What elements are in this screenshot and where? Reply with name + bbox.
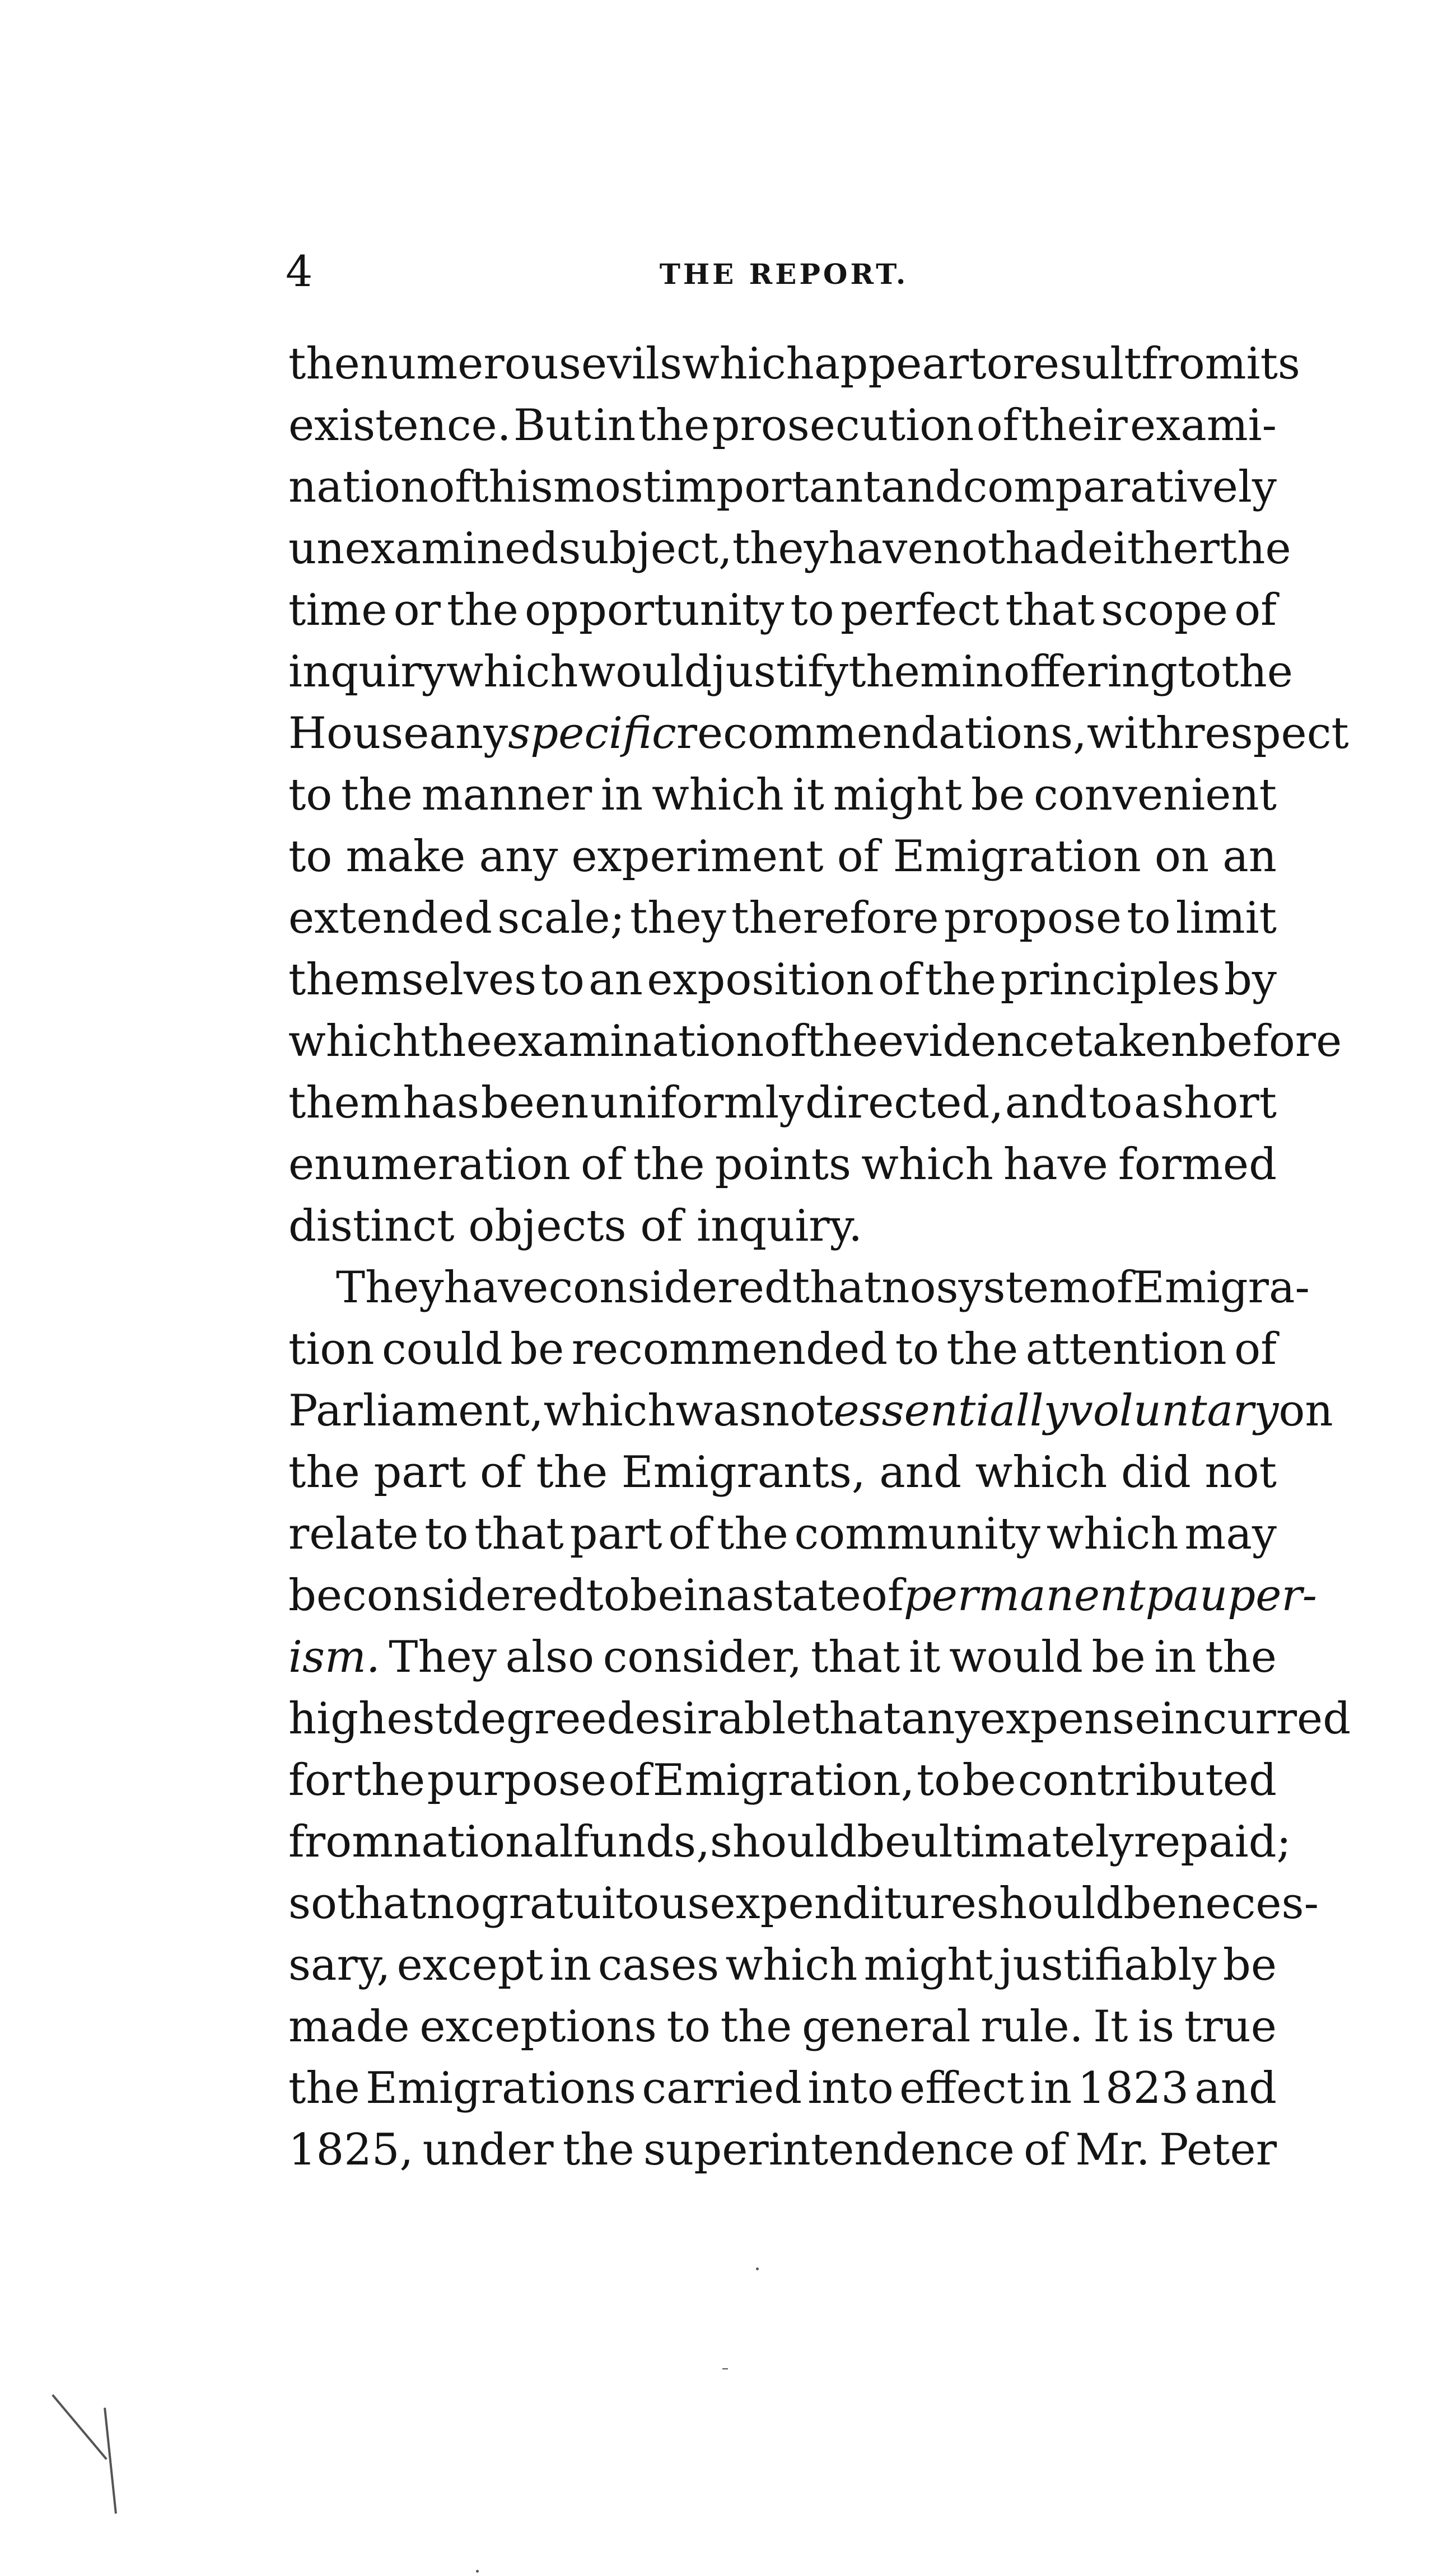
word: taken — [1075, 1016, 1199, 1067]
word: by — [1224, 955, 1277, 1005]
word: recommended — [571, 1324, 888, 1375]
word: directed, — [805, 1078, 1004, 1128]
word: the — [716, 1509, 788, 1559]
word: the — [1219, 523, 1291, 574]
word: its — [1246, 339, 1300, 389]
page-number: 4 — [286, 246, 313, 296]
word: gratuitous — [480, 1878, 710, 1929]
word: to — [540, 955, 585, 1005]
word: might — [833, 770, 963, 820]
word: could — [381, 1324, 503, 1375]
word: which — [446, 647, 578, 697]
word: and — [1005, 1078, 1087, 1128]
word: was — [675, 1386, 762, 1436]
word: uniformly — [590, 1078, 804, 1128]
word: most — [553, 462, 661, 512]
word: distinct — [288, 1201, 455, 1251]
word: the — [720, 2002, 792, 2052]
word: has — [403, 1078, 480, 1128]
word: to — [916, 1755, 961, 1806]
word: be — [1091, 1632, 1146, 1682]
word: which — [861, 1139, 993, 1190]
text-line — [288, 764, 1277, 826]
word: the — [288, 1447, 360, 1498]
text-line — [288, 1565, 1317, 1626]
word: highest — [288, 1694, 452, 1744]
word: incurred — [1160, 1694, 1351, 1744]
text-line — [288, 2119, 1277, 2181]
word: in — [961, 647, 1003, 697]
text-line — [288, 1319, 1277, 1380]
text-line — [288, 1996, 1277, 2058]
word: Parliament, — [288, 1386, 544, 1436]
word: unexamined — [288, 523, 559, 574]
word: no — [881, 1263, 936, 1313]
word: no — [426, 1878, 481, 1929]
word: exposition — [647, 955, 874, 1005]
word: which — [725, 1940, 858, 1990]
word: would — [949, 1632, 1083, 1682]
word: which — [288, 1016, 421, 1067]
word: the — [925, 955, 997, 1005]
scan-mark — [52, 2394, 107, 2460]
word: extended — [288, 893, 492, 943]
word: which — [682, 339, 814, 389]
word: that — [337, 1878, 427, 1929]
word: have — [828, 523, 933, 574]
word: They — [336, 1263, 444, 1313]
word: also — [505, 1632, 595, 1682]
word: so — [288, 1878, 337, 1929]
text-line — [288, 1750, 1277, 1811]
word: inquiry — [288, 647, 446, 697]
word: time — [288, 585, 387, 635]
word: of — [640, 1201, 683, 1251]
word: exami- — [1130, 400, 1277, 451]
word: in — [683, 1570, 726, 1621]
word: would — [578, 647, 712, 697]
word: But — [513, 400, 591, 451]
word: permanent — [903, 1570, 1146, 1621]
word: to — [288, 770, 333, 820]
word: examination — [492, 1016, 764, 1067]
word: of — [479, 1447, 522, 1498]
word: be — [1222, 1940, 1277, 1990]
text-line — [288, 1134, 1277, 1195]
word: true — [1184, 2002, 1277, 2052]
word: and — [880, 462, 963, 512]
word: not — [761, 1386, 834, 1436]
word: should — [976, 1878, 1124, 1929]
word: and — [1194, 2063, 1277, 2114]
word: should — [709, 1817, 857, 1867]
word: repaid; — [1133, 1817, 1291, 1867]
word: superintendence — [643, 2125, 1015, 2175]
word: which — [1046, 1509, 1179, 1559]
word: Emigration — [893, 831, 1141, 882]
word: a — [726, 1570, 752, 1621]
word: it — [792, 770, 824, 820]
word: points — [715, 1139, 852, 1190]
text-line — [288, 1811, 1291, 1873]
word: for — [288, 1755, 352, 1806]
word: which — [651, 770, 784, 820]
word: 1823 — [1077, 2063, 1189, 2114]
word: of — [764, 1016, 807, 1067]
word: the — [341, 770, 413, 820]
word: scope — [1101, 585, 1228, 635]
word: of — [428, 462, 471, 512]
text-line — [288, 579, 1277, 641]
word: of — [581, 1139, 623, 1190]
word: the — [536, 1447, 608, 1498]
text-line — [288, 518, 1291, 579]
word: of — [861, 1570, 904, 1621]
word: short — [1161, 1078, 1277, 1128]
word: which — [975, 1447, 1108, 1498]
word: pauper- — [1145, 1570, 1317, 1621]
word: relate — [288, 1509, 419, 1559]
word: expense — [979, 1694, 1161, 1744]
word: be — [288, 1570, 343, 1621]
word: neces- — [1177, 1878, 1319, 1929]
word: to — [1089, 1078, 1133, 1128]
word: an — [1222, 831, 1277, 882]
word: it — [909, 1632, 941, 1682]
word: be — [1123, 1878, 1178, 1929]
word: limit — [1175, 893, 1277, 943]
word: of — [878, 955, 921, 1005]
word: Emigrations — [365, 2063, 637, 2114]
word: enumeration — [288, 1139, 571, 1190]
text-line — [288, 1442, 1277, 1503]
word: principles — [1000, 955, 1220, 1005]
text-line — [288, 1503, 1277, 1565]
word: the — [633, 1139, 705, 1190]
word: them — [848, 647, 961, 697]
word: manner — [421, 770, 592, 820]
word: the — [946, 1324, 1019, 1375]
word: to — [586, 1570, 630, 1621]
text-line — [288, 395, 1277, 456]
word: that — [1005, 585, 1095, 635]
word: make — [346, 831, 466, 882]
word: community — [794, 1509, 1040, 1559]
word: to — [288, 831, 333, 882]
word: considered — [342, 1570, 586, 1621]
text-line — [288, 1934, 1277, 1996]
text-line — [288, 1380, 1333, 1442]
word: of — [1234, 1324, 1277, 1375]
word: therefore — [731, 893, 939, 943]
word: effect — [899, 2063, 1024, 2114]
running-head — [286, 246, 1282, 297]
word: carried — [642, 2063, 802, 2114]
word: except — [396, 1940, 543, 1990]
word: ultimately — [911, 1817, 1134, 1867]
word: respect — [1184, 708, 1349, 759]
word: attention — [1025, 1324, 1227, 1375]
word: to — [666, 2002, 711, 2052]
word: the — [1221, 647, 1293, 697]
word: the — [562, 2125, 634, 2175]
text-line — [288, 703, 1349, 764]
word: their — [1021, 400, 1128, 451]
word: may — [1184, 1509, 1277, 1559]
word: evidence — [878, 1016, 1075, 1067]
text-line — [288, 641, 1293, 703]
word: Emigrants, — [621, 1447, 866, 1498]
word: subject, — [558, 523, 732, 574]
word: an — [589, 955, 643, 1005]
word: part — [373, 1447, 466, 1498]
word: of — [1090, 1263, 1133, 1313]
word: justify — [712, 647, 849, 697]
word: have — [1003, 1139, 1108, 1190]
word: of — [976, 400, 1019, 451]
word: national — [393, 1817, 573, 1867]
word: convenient — [1033, 770, 1277, 820]
word: expenditure — [709, 1878, 977, 1929]
word: is — [1138, 2002, 1175, 2052]
word: any — [479, 831, 558, 882]
word: themselves — [288, 955, 537, 1005]
word: into — [807, 2063, 894, 2114]
text-line — [288, 1072, 1277, 1134]
word: in — [600, 770, 643, 820]
word: considered — [548, 1263, 792, 1313]
text-line — [288, 333, 1300, 395]
text-line — [288, 1195, 1277, 1257]
word: rule. — [981, 2002, 1084, 2052]
word: Mr. — [1075, 2125, 1150, 2175]
word: system — [936, 1263, 1091, 1313]
text-line — [288, 887, 1277, 949]
word: from — [1141, 339, 1246, 389]
word: to — [1177, 647, 1222, 697]
word: essentially — [833, 1386, 1068, 1436]
word: either — [1087, 523, 1220, 574]
word: general — [802, 2002, 971, 2052]
word: appear — [814, 339, 969, 389]
text-line — [288, 826, 1277, 887]
word: from — [288, 1817, 394, 1867]
scan-speck — [722, 2368, 728, 2369]
word: the — [1205, 1632, 1277, 1682]
word: House — [288, 708, 429, 759]
word: result — [1012, 339, 1142, 389]
running-title: THE REPORT. — [659, 258, 909, 291]
word: inquiry. — [697, 1201, 863, 1251]
word: experiment — [571, 831, 824, 882]
text-line — [288, 1011, 1342, 1072]
word: consider, — [603, 1632, 802, 1682]
word: objects — [468, 1201, 627, 1251]
word: voluntary — [1068, 1386, 1279, 1436]
word: be — [629, 1570, 684, 1621]
word: contributed — [1017, 1755, 1277, 1806]
word: recommendations, — [676, 708, 1087, 759]
word: with — [1086, 708, 1184, 759]
word: of — [608, 1755, 651, 1806]
text-line — [288, 949, 1277, 1011]
word: this — [471, 462, 553, 512]
word: propose — [944, 893, 1122, 943]
word: exceptions — [419, 2002, 657, 2052]
word: in — [1030, 2063, 1072, 2114]
word: of — [837, 831, 880, 882]
word: state — [751, 1570, 861, 1621]
word: of — [1234, 585, 1277, 635]
word: opportunity — [524, 585, 785, 635]
word: of — [1024, 2125, 1066, 2175]
word: that — [792, 1263, 882, 1313]
word: and — [879, 1447, 961, 1498]
word: They — [389, 1632, 497, 1682]
word: Emigra- — [1132, 1263, 1310, 1313]
word: a — [1134, 1078, 1160, 1128]
word: or — [393, 585, 441, 635]
text-line — [288, 1688, 1351, 1750]
text-line — [288, 456, 1277, 518]
word: part — [569, 1509, 662, 1559]
word: under — [422, 2125, 554, 2175]
word: they — [630, 893, 726, 943]
text-line — [288, 1873, 1319, 1934]
scan-speck — [476, 2570, 479, 2573]
word: might — [863, 1940, 993, 1990]
word: to — [895, 1324, 939, 1375]
word: nation — [288, 462, 429, 512]
word: the — [288, 2063, 360, 2114]
scan-mark — [104, 2407, 117, 2513]
word: not — [933, 523, 1006, 574]
word: the — [806, 1016, 879, 1067]
word: have — [443, 1263, 549, 1313]
word: had — [1005, 523, 1087, 574]
word: that — [810, 1632, 900, 1682]
word: to — [424, 1509, 469, 1559]
word: the — [420, 1016, 492, 1067]
word: important — [661, 462, 881, 512]
word: degree — [452, 1694, 607, 1744]
word: that — [811, 1694, 901, 1744]
word: Peter — [1159, 2125, 1277, 2175]
scan-speck — [756, 2268, 759, 2270]
word: justifiably — [999, 1940, 1217, 1990]
word: on — [1154, 831, 1210, 882]
word: the — [353, 1755, 426, 1806]
text-line — [288, 2058, 1277, 2119]
word: be — [857, 1817, 911, 1867]
word: which — [543, 1386, 676, 1436]
word: offering — [1003, 647, 1178, 697]
word: to — [790, 585, 834, 635]
word: any — [429, 708, 508, 759]
word: in — [549, 1940, 592, 1990]
word: numerous — [360, 339, 581, 389]
word: before — [1198, 1016, 1342, 1067]
word: not — [1204, 1447, 1277, 1498]
word: 1825, — [288, 2125, 414, 2175]
word: scale; — [497, 893, 625, 943]
word: in — [1154, 1632, 1197, 1682]
word: them — [288, 1078, 401, 1128]
word: Emigration, — [652, 1755, 915, 1806]
word: they — [732, 523, 829, 574]
word: to — [1127, 893, 1171, 943]
word: funds, — [573, 1817, 710, 1867]
word: ism. — [288, 1632, 380, 1682]
word: be — [971, 770, 1025, 820]
word: be — [510, 1324, 564, 1375]
text-line — [288, 1257, 1310, 1319]
word: any — [900, 1694, 980, 1744]
word: formed — [1118, 1139, 1277, 1190]
word: perfect — [840, 585, 1000, 635]
word: been — [480, 1078, 589, 1128]
word: tion — [288, 1324, 375, 1375]
word: the — [638, 400, 710, 451]
word: did — [1121, 1447, 1191, 1498]
word: made — [288, 2002, 410, 2052]
word: It — [1093, 2002, 1128, 2052]
word: prosecution — [712, 400, 974, 451]
body-text — [288, 333, 1351, 2181]
word: existence. — [288, 400, 511, 451]
word: the — [447, 585, 519, 635]
word: the — [288, 339, 360, 389]
word: on — [1278, 1386, 1333, 1436]
word: desirable — [606, 1694, 812, 1744]
word: specific — [508, 708, 676, 759]
word: evils — [581, 339, 683, 389]
word: purpose — [427, 1755, 607, 1806]
word: cases — [597, 1940, 720, 1990]
word: that — [474, 1509, 564, 1559]
word: be — [962, 1755, 1016, 1806]
word: in — [594, 400, 636, 451]
word: to — [969, 339, 1013, 389]
text-line — [288, 1626, 1277, 1688]
word: comparatively — [963, 462, 1277, 512]
word: sary, — [288, 1940, 391, 1990]
word: of — [668, 1509, 711, 1559]
